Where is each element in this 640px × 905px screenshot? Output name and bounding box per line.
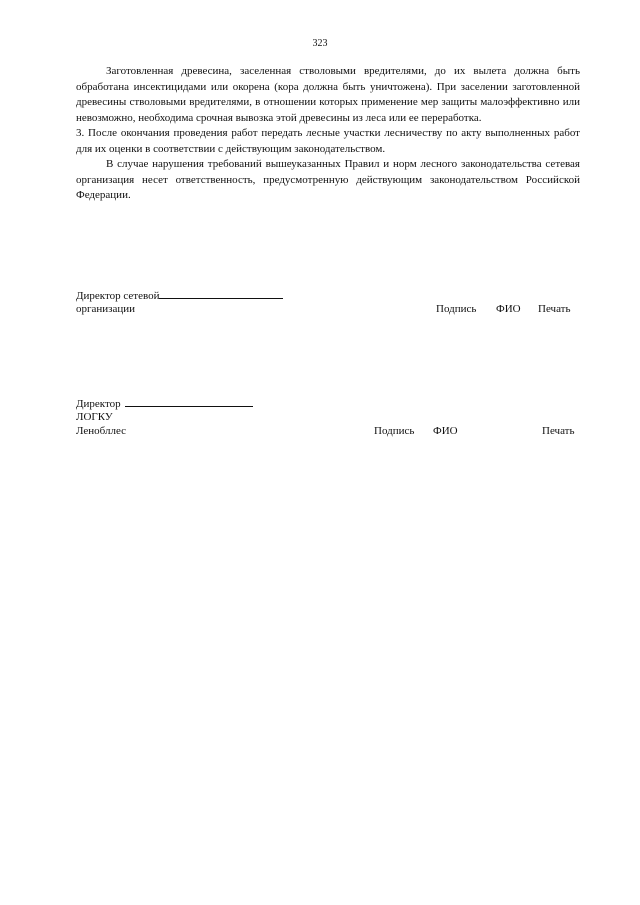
signature-label: Подпись xyxy=(436,303,477,315)
document-body xyxy=(76,64,580,204)
paragraph-liability: В случае нарушения требований вышеуказанных Правил и норм лесного законодательства сетевая организация несет ответственность, предусмотренную действующим законодательством Российской Федерации. xyxy=(76,158,580,201)
signature-title-line xyxy=(76,396,582,410)
paragraph-handover: 3. После окончания проведения работ передать лесные участки лесничеству по акту выполненных работ для их оценки в соответствии с действующим законодательством. xyxy=(76,127,580,155)
signatory-org-name: Ленобллес xyxy=(76,425,126,437)
signature-block-network-org xyxy=(76,288,582,316)
page-number: 323 xyxy=(312,38,328,49)
signature-block-logku xyxy=(76,396,582,438)
name-label: ФИО xyxy=(496,303,521,315)
name-label: ФИО xyxy=(433,425,458,437)
signatory-org-line xyxy=(76,410,582,424)
signatory-title: Директор xyxy=(76,398,121,410)
signature-labels-line xyxy=(76,424,582,438)
signatory-org: организации xyxy=(76,303,136,315)
signature-blank-line xyxy=(125,396,253,407)
signature-title-line xyxy=(76,288,582,302)
stamp-label: Печать xyxy=(542,425,575,437)
signature-blank-line xyxy=(159,288,283,299)
signatory-org: ЛОГКУ xyxy=(76,411,113,423)
stamp-label: Печать xyxy=(538,303,571,315)
paragraph-wood-treatment: Заготовленная древесина, заселенная стволовыми вредителями, до их вылета должна быть обработана инсектицидами или окорена (кора должна быть уничтожена). При заселении заготовленной древесины стволовыми вредителями, в отношении которых применение мер защиты малоэффективно или невозможно, необходима срочная вывозка этой древесины из леса или ее переработка. xyxy=(76,65,580,124)
signatory-title: Директор сетевой xyxy=(76,290,160,302)
signature-labels-line xyxy=(76,302,582,316)
signature-label: Подпись xyxy=(374,425,415,437)
